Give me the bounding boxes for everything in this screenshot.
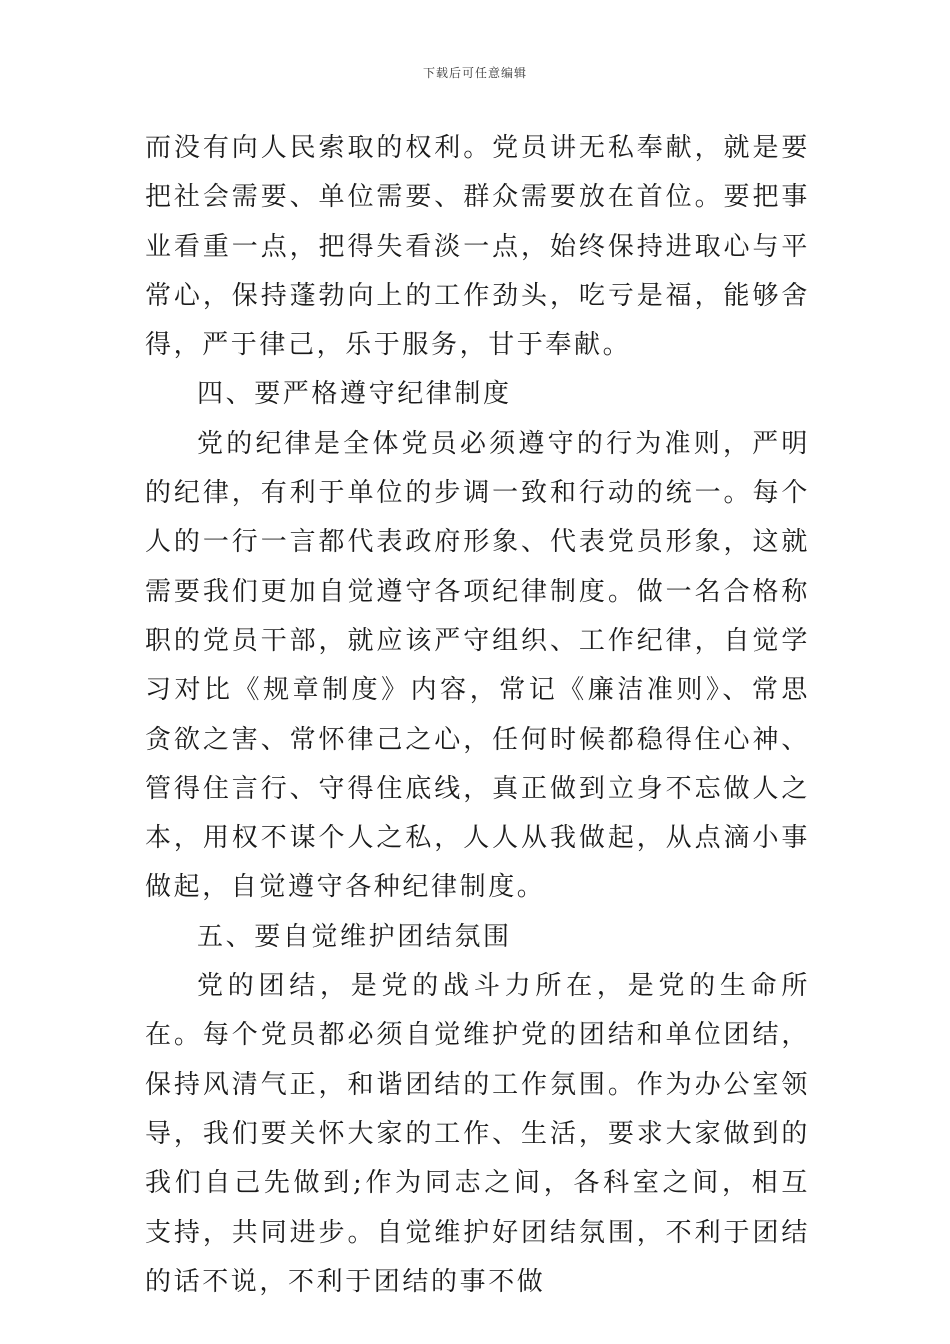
paragraph-continued: 而没有向人民索取的权利。党员讲无私奉献，就是要把社会需要、单位需要、群众需要放在首位。要把事业看重一点，把得失看淡一点，始终保持进取心与平常心，保持蓬勃向上的工作劲头，吃亏是福，能够舍得，严于律己，乐于服务，甘于奉献。 [145, 133, 810, 361]
page-header-note: 下载后可任意编辑 [422, 66, 527, 80]
section-heading-5: 五、要自觉维护团结氛围 [197, 921, 512, 952]
paragraph-unity: 党的团结，是党的战斗力所在，是党的生命所在。每个党员都必须自觉维护党的团结和单位团结，保持风清气正，和谐团结的工作氛围。作为办公室领导，我们要关怀大家的工作、生活，要求大家做到的我们自己先做到;作为同志之间，各科室之间，相互支持，共同进步。自觉维护好团结氛围，不利于团结的话不说，不利于团结的事不做 [145, 971, 810, 1297]
section-heading-4: 四、要严格遵守纪律制度 [197, 379, 512, 410]
document-body [145, 124, 810, 1307]
paragraph-discipline: 党的纪律是全体党员必须遵守的行为准则，严明的纪律，有利于单位的步调一致和行动的统一。每个人的一行一言都代表政府形象、代表党员形象，这就需要我们更加自觉遵守各项纪律制度。做一名合格称职的党员干部，就应该严守组织、工作纪律，自觉学习对比《规章制度》内容，常记《廉洁准则》、常思贪欲之害、常怀律己之心，任何时候都稳得住心神、管得住言行、守得住底线，真正做到立身不忘做人之本，用权不谋个人之私，人人从我做起，从点滴小事做起，自觉遵守各种纪律制度。 [145, 428, 810, 903]
